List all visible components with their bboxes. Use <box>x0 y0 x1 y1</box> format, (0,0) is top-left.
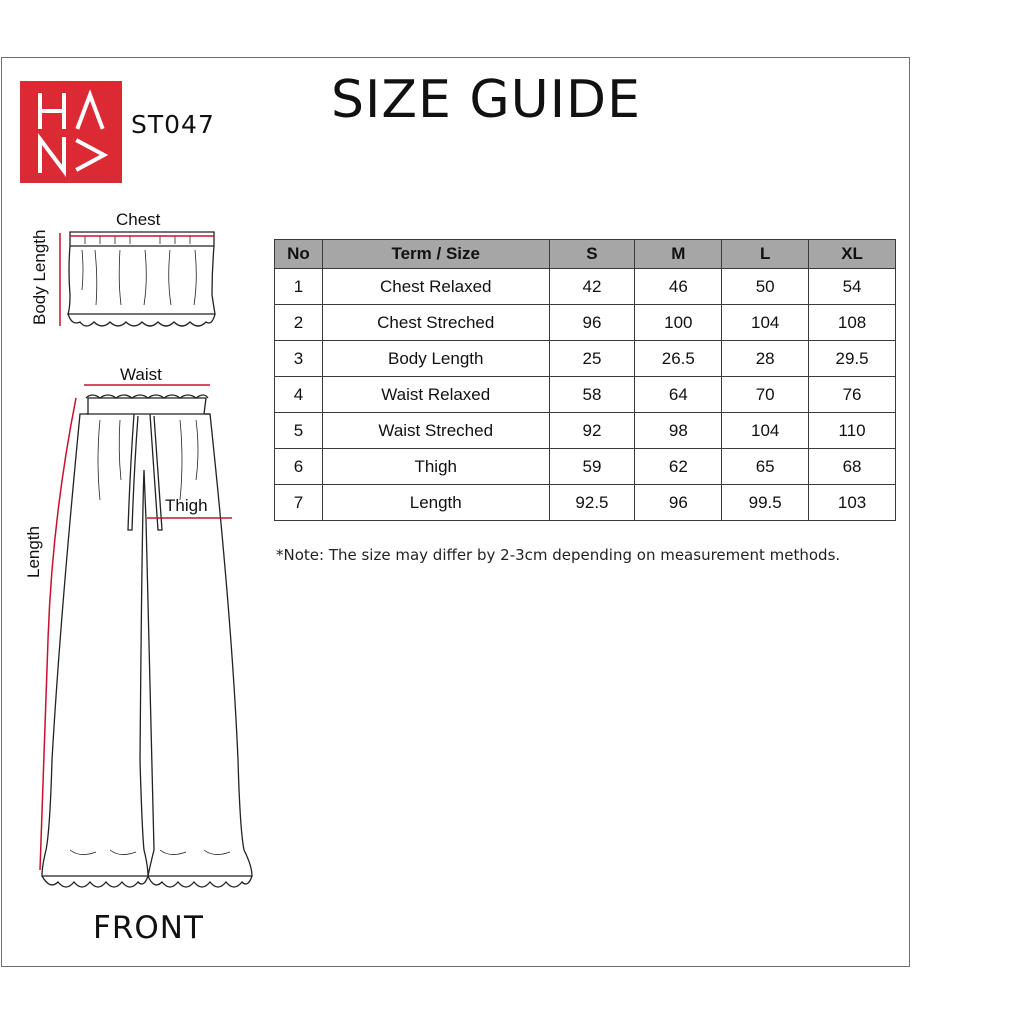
table-cell: 99.5 <box>722 485 809 521</box>
column-header: M <box>635 240 722 269</box>
table-cell: 92 <box>549 413 635 449</box>
table-cell: 68 <box>809 449 896 485</box>
table-cell: 28 <box>722 341 809 377</box>
table-cell: 1 <box>275 269 323 305</box>
table-cell: Body Length <box>322 341 549 377</box>
table-cell: 64 <box>635 377 722 413</box>
table-cell: 100 <box>635 305 722 341</box>
table-row <box>275 413 896 449</box>
table-row <box>275 269 896 305</box>
table-cell: 50 <box>722 269 809 305</box>
body-length-label: Body Length <box>30 229 49 325</box>
table-cell: 65 <box>722 449 809 485</box>
table-cell: Length <box>322 485 549 521</box>
table-cell: 54 <box>809 269 896 305</box>
size-table <box>274 239 896 521</box>
table-cell: 62 <box>635 449 722 485</box>
column-header: XL <box>809 240 896 269</box>
column-header: S <box>549 240 635 269</box>
view-label: FRONT <box>93 910 204 946</box>
table-cell: 108 <box>809 305 896 341</box>
table-cell: 92.5 <box>549 485 635 521</box>
table-cell: 3 <box>275 341 323 377</box>
table-cell: Waist Streched <box>322 413 549 449</box>
waist-label: Waist <box>120 365 162 384</box>
table-cell: 26.5 <box>635 341 722 377</box>
table-cell: 2 <box>275 305 323 341</box>
measurement-note: *Note: The size may differ by 2-3cm depending on measurement methods. <box>276 546 841 564</box>
page-title: SIZE GUIDE <box>331 70 641 130</box>
table-cell: Chest Streched <box>322 305 549 341</box>
table-cell: 70 <box>722 377 809 413</box>
length-label: Length <box>24 526 43 578</box>
table-cell: 104 <box>722 305 809 341</box>
table-cell: 5 <box>275 413 323 449</box>
table-cell: 58 <box>549 377 635 413</box>
table-cell: 42 <box>549 269 635 305</box>
table-row <box>275 377 896 413</box>
table-cell: 59 <box>549 449 635 485</box>
table-row <box>275 341 896 377</box>
table-cell: Chest Relaxed <box>322 269 549 305</box>
table-cell: 29.5 <box>809 341 896 377</box>
table-row <box>275 305 896 341</box>
column-header: L <box>722 240 809 269</box>
column-header: No <box>275 240 323 269</box>
table-cell: 104 <box>722 413 809 449</box>
table-cell: 25 <box>549 341 635 377</box>
table-cell: 96 <box>635 485 722 521</box>
table-cell: 103 <box>809 485 896 521</box>
table-cell: 46 <box>635 269 722 305</box>
table-cell: 110 <box>809 413 896 449</box>
chest-label: Chest <box>116 210 161 229</box>
table-header-row <box>275 240 896 269</box>
table-cell: Waist Relaxed <box>322 377 549 413</box>
table-cell: Thigh <box>322 449 549 485</box>
product-code: ST047 <box>131 110 215 139</box>
table-cell: 76 <box>809 377 896 413</box>
table-cell: 96 <box>549 305 635 341</box>
table-cell: 4 <box>275 377 323 413</box>
table-cell: 98 <box>635 413 722 449</box>
thigh-label: Thigh <box>165 496 208 515</box>
table-cell: 7 <box>275 485 323 521</box>
table-row <box>275 485 896 521</box>
column-header: Term / Size <box>322 240 549 269</box>
table-cell: 6 <box>275 449 323 485</box>
table-row <box>275 449 896 485</box>
